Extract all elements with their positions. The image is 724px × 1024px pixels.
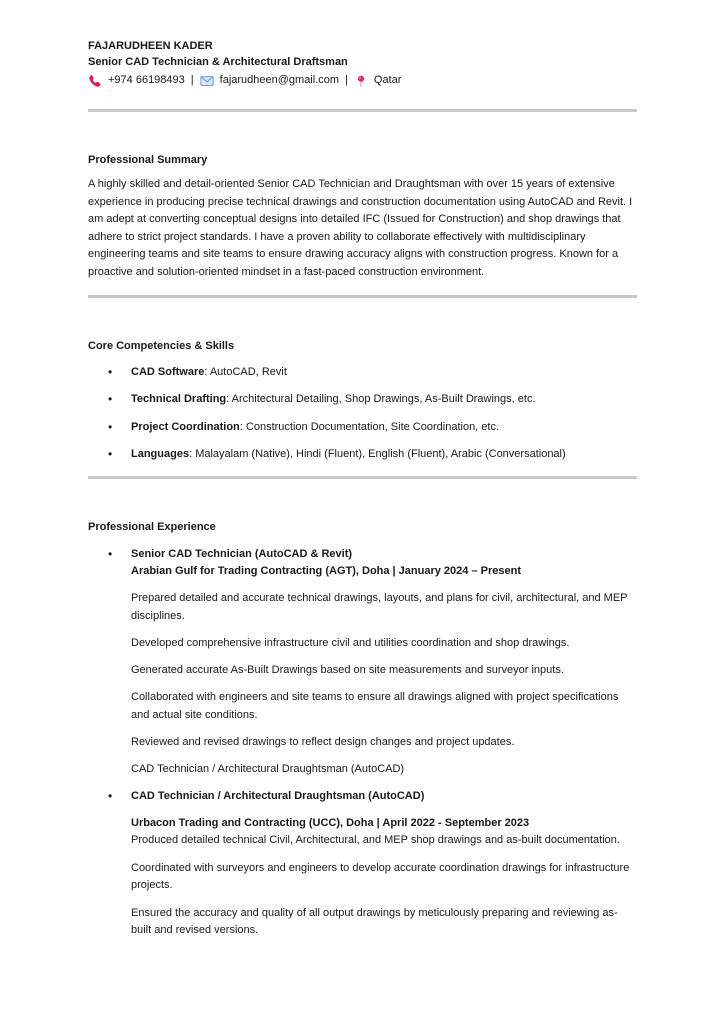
skill-value: : AutoCAD, Revit bbox=[204, 365, 287, 378]
job-task: Reviewed and revised drawings to reflect design changes and project updates. bbox=[131, 736, 515, 749]
section-divider bbox=[88, 295, 637, 298]
job-entry bbox=[88, 788, 637, 940]
resume-page bbox=[88, 38, 637, 940]
envelope-icon bbox=[200, 74, 214, 88]
job-bullet: • bbox=[108, 547, 113, 562]
summary-section bbox=[88, 152, 637, 282]
job-task: Ensured the accuracy and quality of all output drawings by meticulously preparing and reviewing as-built and revised versions. bbox=[131, 906, 618, 937]
job-task: Developed comprehensive infrastructure civil and utilities coordination and shop drawings. bbox=[131, 637, 570, 650]
job-task: Produced detailed technical Civil, Architectural, and MEP shop drawings and as-built documentation. bbox=[131, 834, 620, 847]
section-divider bbox=[88, 476, 637, 479]
skill-label: Languages bbox=[131, 448, 190, 461]
job-task: Collaborated with engineers and site teams to ensure all drawings aligned with project specifications and actual site conditions. bbox=[131, 691, 619, 721]
candidate-title: Senior CAD Technician & Architectural Draftsman bbox=[88, 56, 348, 68]
skill-item bbox=[88, 446, 637, 462]
job-task: CAD Technician / Architectural Draughtsman (AutoCAD) bbox=[131, 762, 405, 775]
skill-label: Technical Drafting bbox=[131, 393, 227, 406]
summary-heading: Professional Summary bbox=[88, 154, 208, 166]
contact-separator: | bbox=[190, 74, 194, 86]
experience-heading: Professional Experience bbox=[88, 521, 216, 534]
candidate-name: FAJARUDHEEN KADER bbox=[88, 40, 213, 52]
location: Qatar bbox=[373, 74, 402, 86]
skill-item bbox=[88, 391, 637, 407]
contact-line bbox=[88, 72, 637, 89]
skills-heading: Core Competencies & Skills bbox=[88, 339, 235, 352]
map-pin-icon bbox=[354, 74, 368, 88]
skill-value: : Construction Documentation, Site Coordination, etc. bbox=[239, 420, 500, 433]
phone-icon bbox=[88, 74, 102, 88]
skill-label: CAD Software bbox=[131, 365, 205, 378]
resume-header bbox=[88, 38, 637, 89]
contact-separator: | bbox=[345, 74, 348, 86]
job-entry bbox=[88, 546, 637, 778]
job-company: Arabian Gulf for Trading Contracting (AGT), Doha | January 2024 – Present bbox=[131, 565, 521, 578]
skill-label: Project Coordination bbox=[131, 420, 240, 433]
section-divider bbox=[88, 109, 637, 112]
skill-value: : Architectural Detailing, Shop Drawings, As-Built Drawings, etc. bbox=[226, 393, 536, 406]
job-task: Generated accurate As-Built Drawings based on site measurements and surveyor inputs. bbox=[131, 663, 564, 676]
job-role: CAD Technician / Architectural Draughtsman (AutoCAD) bbox=[131, 790, 425, 803]
phone-number[interactable]: +974 66198493 bbox=[108, 74, 185, 86]
job-task: Prepared detailed and accurate technical drawings, layouts, and plans for civil, architectural, and MEP disciplines. bbox=[131, 592, 628, 622]
job-company: Urbacon Trading and Contracting (UCC), Doha | April 2022 - September 2023 bbox=[131, 817, 530, 830]
skill-item bbox=[88, 419, 637, 435]
email-address[interactable]: fajarudheen@gmail.com bbox=[219, 74, 340, 86]
skills-list bbox=[88, 364, 637, 463]
summary-text: A highly skilled and detail-oriented Senior CAD Technician and Draughtsman with over 15 years of extensive experience in producing precise technical drawings and construction documentation using AutoCAD and Revit. I am adept at converting conceptual designs into detailed IFC (Issued for Construction) and shop drawings that adhere to strict project standards. I have a proven ability to collaborate effectively with multidisciplinary engineering teams and site teams to ensure drawing accuracy aligns with construction progress. Known for a proactive and solution-oriented mindset in a fast-paced construction environment. bbox=[88, 178, 633, 278]
job-bullet: • bbox=[108, 789, 113, 804]
job-task: Coordinated with surveyors and engineers to develop accurate coordination drawings for infrastructure projects. bbox=[131, 861, 630, 892]
experience-section bbox=[88, 519, 637, 940]
skills-section bbox=[88, 338, 637, 463]
skill-value: : Malayalam (Native), Hindi (Fluent), English (Fluent), Arabic (Conversational) bbox=[189, 448, 566, 461]
job-role: Senior CAD Technician (AutoCAD & Revit) bbox=[131, 548, 353, 561]
skill-item bbox=[88, 364, 637, 380]
